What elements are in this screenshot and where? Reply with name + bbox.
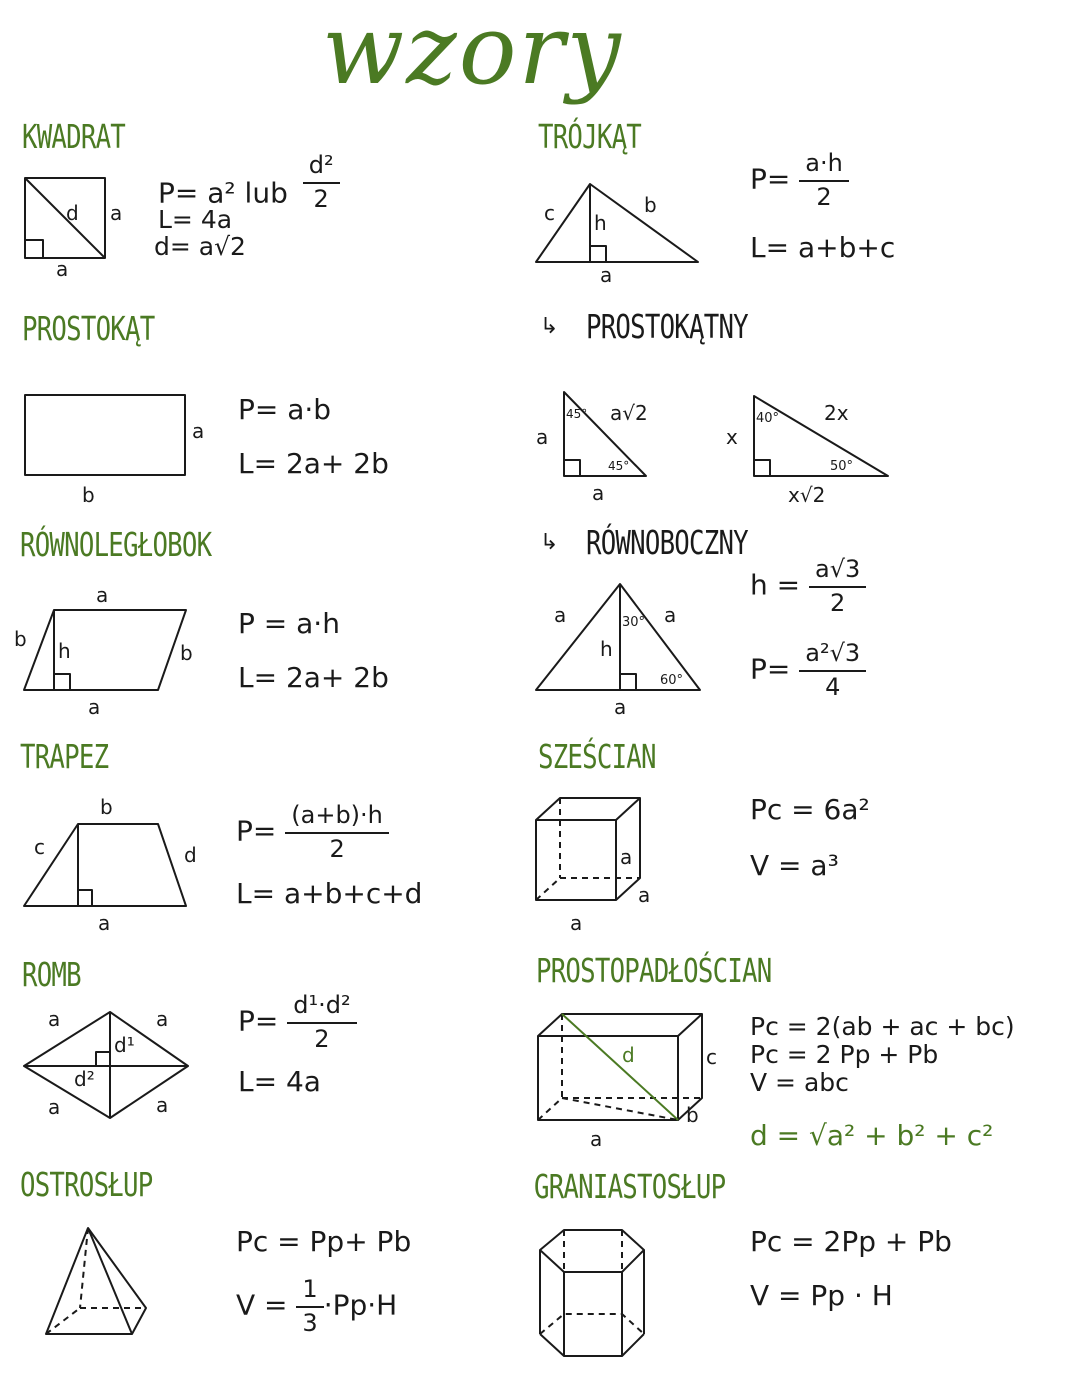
rt45-angle-top: 45° [566,407,588,421]
rectangle-label-a: a [192,419,205,443]
heading-trapez: TRAPEZ [20,737,109,776]
rt40-angle-right: 50° [830,459,854,474]
cuboid-label-b: b [686,1103,699,1127]
trapezoid-label-a: a [98,911,111,935]
cuboid-total-area-2: Pc = 2 Pp + Pb [750,1040,939,1069]
square-perimeter: L= 4a [158,205,233,234]
right-triangle-40-50-figure [722,390,902,510]
rectangle-perimeter: L= 2a+ 2b [238,447,389,480]
heading-rownoboczny: RÓWNOBOCZNY [586,523,748,562]
equilateral-label-a-right: a [664,603,677,627]
rhombus-label-a-bl: a [48,1095,61,1119]
cuboid-label-d: d [622,1043,635,1067]
triangle-label-h: h [594,211,607,235]
triangle-figure [530,176,710,286]
heading-rownoleglobok: RÓWNOLEGŁOBOK [20,525,212,564]
prism-total-area: Pc = 2Pp + Pb [750,1225,952,1258]
square-label-d: d [66,201,79,225]
rt40-angle-top: 40° [756,411,780,426]
rt45-angle-right: 45° [608,459,630,473]
heading-romb: ROMB [22,955,81,994]
parallelogram-area: P = a·h [238,607,340,640]
heading-ostroslup: OSTROSŁUP [20,1165,153,1204]
cube-volume: V = a³ [750,849,839,882]
square-diagonal: d= a√2 [154,232,246,261]
trapezoid-area: P= $\frac{(a+b)\cdot h}{2}$ [236,802,389,863]
trapezoid-label-b: b [100,795,113,819]
triangle-label-b: b [644,193,657,217]
square-label-a-bottom: a [56,257,69,281]
rt45-label-leg-left: a [536,425,549,449]
heading-prostokat: PROSTOKĄT [22,309,155,348]
heading-graniastoslup: GRANIASTOSŁUP [534,1167,726,1206]
parallelogram-label-a-bottom: a [88,695,101,719]
heading-kwadrat: KWADRAT [22,117,126,156]
rectangle-label-b: b [82,483,95,507]
equilateral-angle-right: 60° [660,673,684,688]
rt45-label-leg-bottom: a [592,481,605,505]
arrow-icon-2: ↳ [540,530,559,555]
rt40-label-hyp: 2x [824,401,849,425]
cube-figure [530,790,680,940]
cuboid-label-c: c [706,1045,717,1069]
triangle-area: P= $\frac{a\cdot h}{2}$ [750,150,849,211]
parallelogram-label-a-top: a [96,583,109,607]
cuboid-total-area-1: Pc = 2(ab + ac + bc) [750,1012,1015,1041]
cube-label-a-side: a [620,845,633,869]
pyramid-total-area: Pc = Pp+ Pb [236,1225,412,1258]
cube-label-a-bottom: a [570,911,583,935]
prism-figure [530,1222,660,1372]
rhombus-label-d1: d¹ [114,1033,135,1057]
parallelogram-figure [10,580,220,720]
arrow-icon: ↳ [540,314,559,339]
rhombus-label-d2: d² [74,1067,95,1091]
square-area: P= a² lub $\frac{\text{d²}}{2}$ [158,176,340,213]
rhombus-figure [18,1000,208,1120]
rt45-label-hyp: a√2 [610,401,648,425]
rhombus-label-a-tr: a [156,1007,169,1031]
page-title: wzory [322,0,623,106]
square-figure [20,170,150,280]
heading-prostokatny: PROSTOKĄTNY [586,307,748,346]
equilateral-label-a-bottom: a [614,695,627,719]
cuboid-volume: V = abc [750,1068,849,1097]
trapezoid-perimeter: L= a+b+c+d [236,877,423,910]
trapezoid-figure [16,790,216,940]
parallelogram-label-h: h [58,639,71,663]
rhombus-label-a-tl: a [48,1007,61,1031]
parallelogram-label-b-right: b [180,641,193,665]
triangle-label-c: c [544,201,555,225]
pyramid-volume: V = $\frac{1}{3}$ ·Pp·H [236,1275,398,1337]
equilateral-angle-top: 30° [622,615,646,630]
heading-trojkat: TRÓJKĄT [538,117,642,156]
cuboid-label-a: a [590,1127,603,1151]
rectangle-area: P= a·b [238,393,332,426]
equilateral-triangle-figure [530,576,710,721]
cube-total-area: Pc = 6a² [750,793,870,826]
heading-szescian: SZEŚCIAN [538,737,656,776]
trapezoid-label-c: c [34,835,45,859]
trapezoid-label-d: d [184,843,197,867]
equilateral-label-a-left: a [554,603,567,627]
parallelogram-label-b-left: b [14,627,27,651]
rhombus-area: P= $\frac{\text{d¹·d²}}{2}$ [238,992,357,1053]
right-triangle-45-figure [530,386,670,506]
rhombus-perimeter: L= 4a [238,1065,321,1098]
rt40-label-leg-bottom: x√2 [788,483,826,507]
prism-volume: V = Pp · H [750,1279,893,1312]
square-label-a-right: a [110,201,123,225]
pyramid-figure [40,1222,160,1342]
equilateral-label-h: h [600,637,613,661]
equilateral-height: h = $\frac{a√3}{2}$ [750,556,866,617]
cuboid-figure [530,1006,730,1156]
parallelogram-perimeter: L= 2a+ 2b [238,661,389,694]
triangle-label-a: a [600,263,613,287]
rt40-label-leg-left: x [726,425,738,449]
rhombus-label-a-br: a [156,1093,169,1117]
rectangle-figure [20,390,230,510]
triangle-perimeter: L= a+b+c [750,231,896,264]
equilateral-area: P= $\frac{\text{a²√3}}{4}$ [750,640,866,701]
cube-label-a-depth: a [638,883,651,907]
cuboid-diagonal: d = √a² + b² + c² [750,1119,994,1152]
heading-prostopadloscian: PROSTOPADŁOŚCIAN [536,951,772,990]
